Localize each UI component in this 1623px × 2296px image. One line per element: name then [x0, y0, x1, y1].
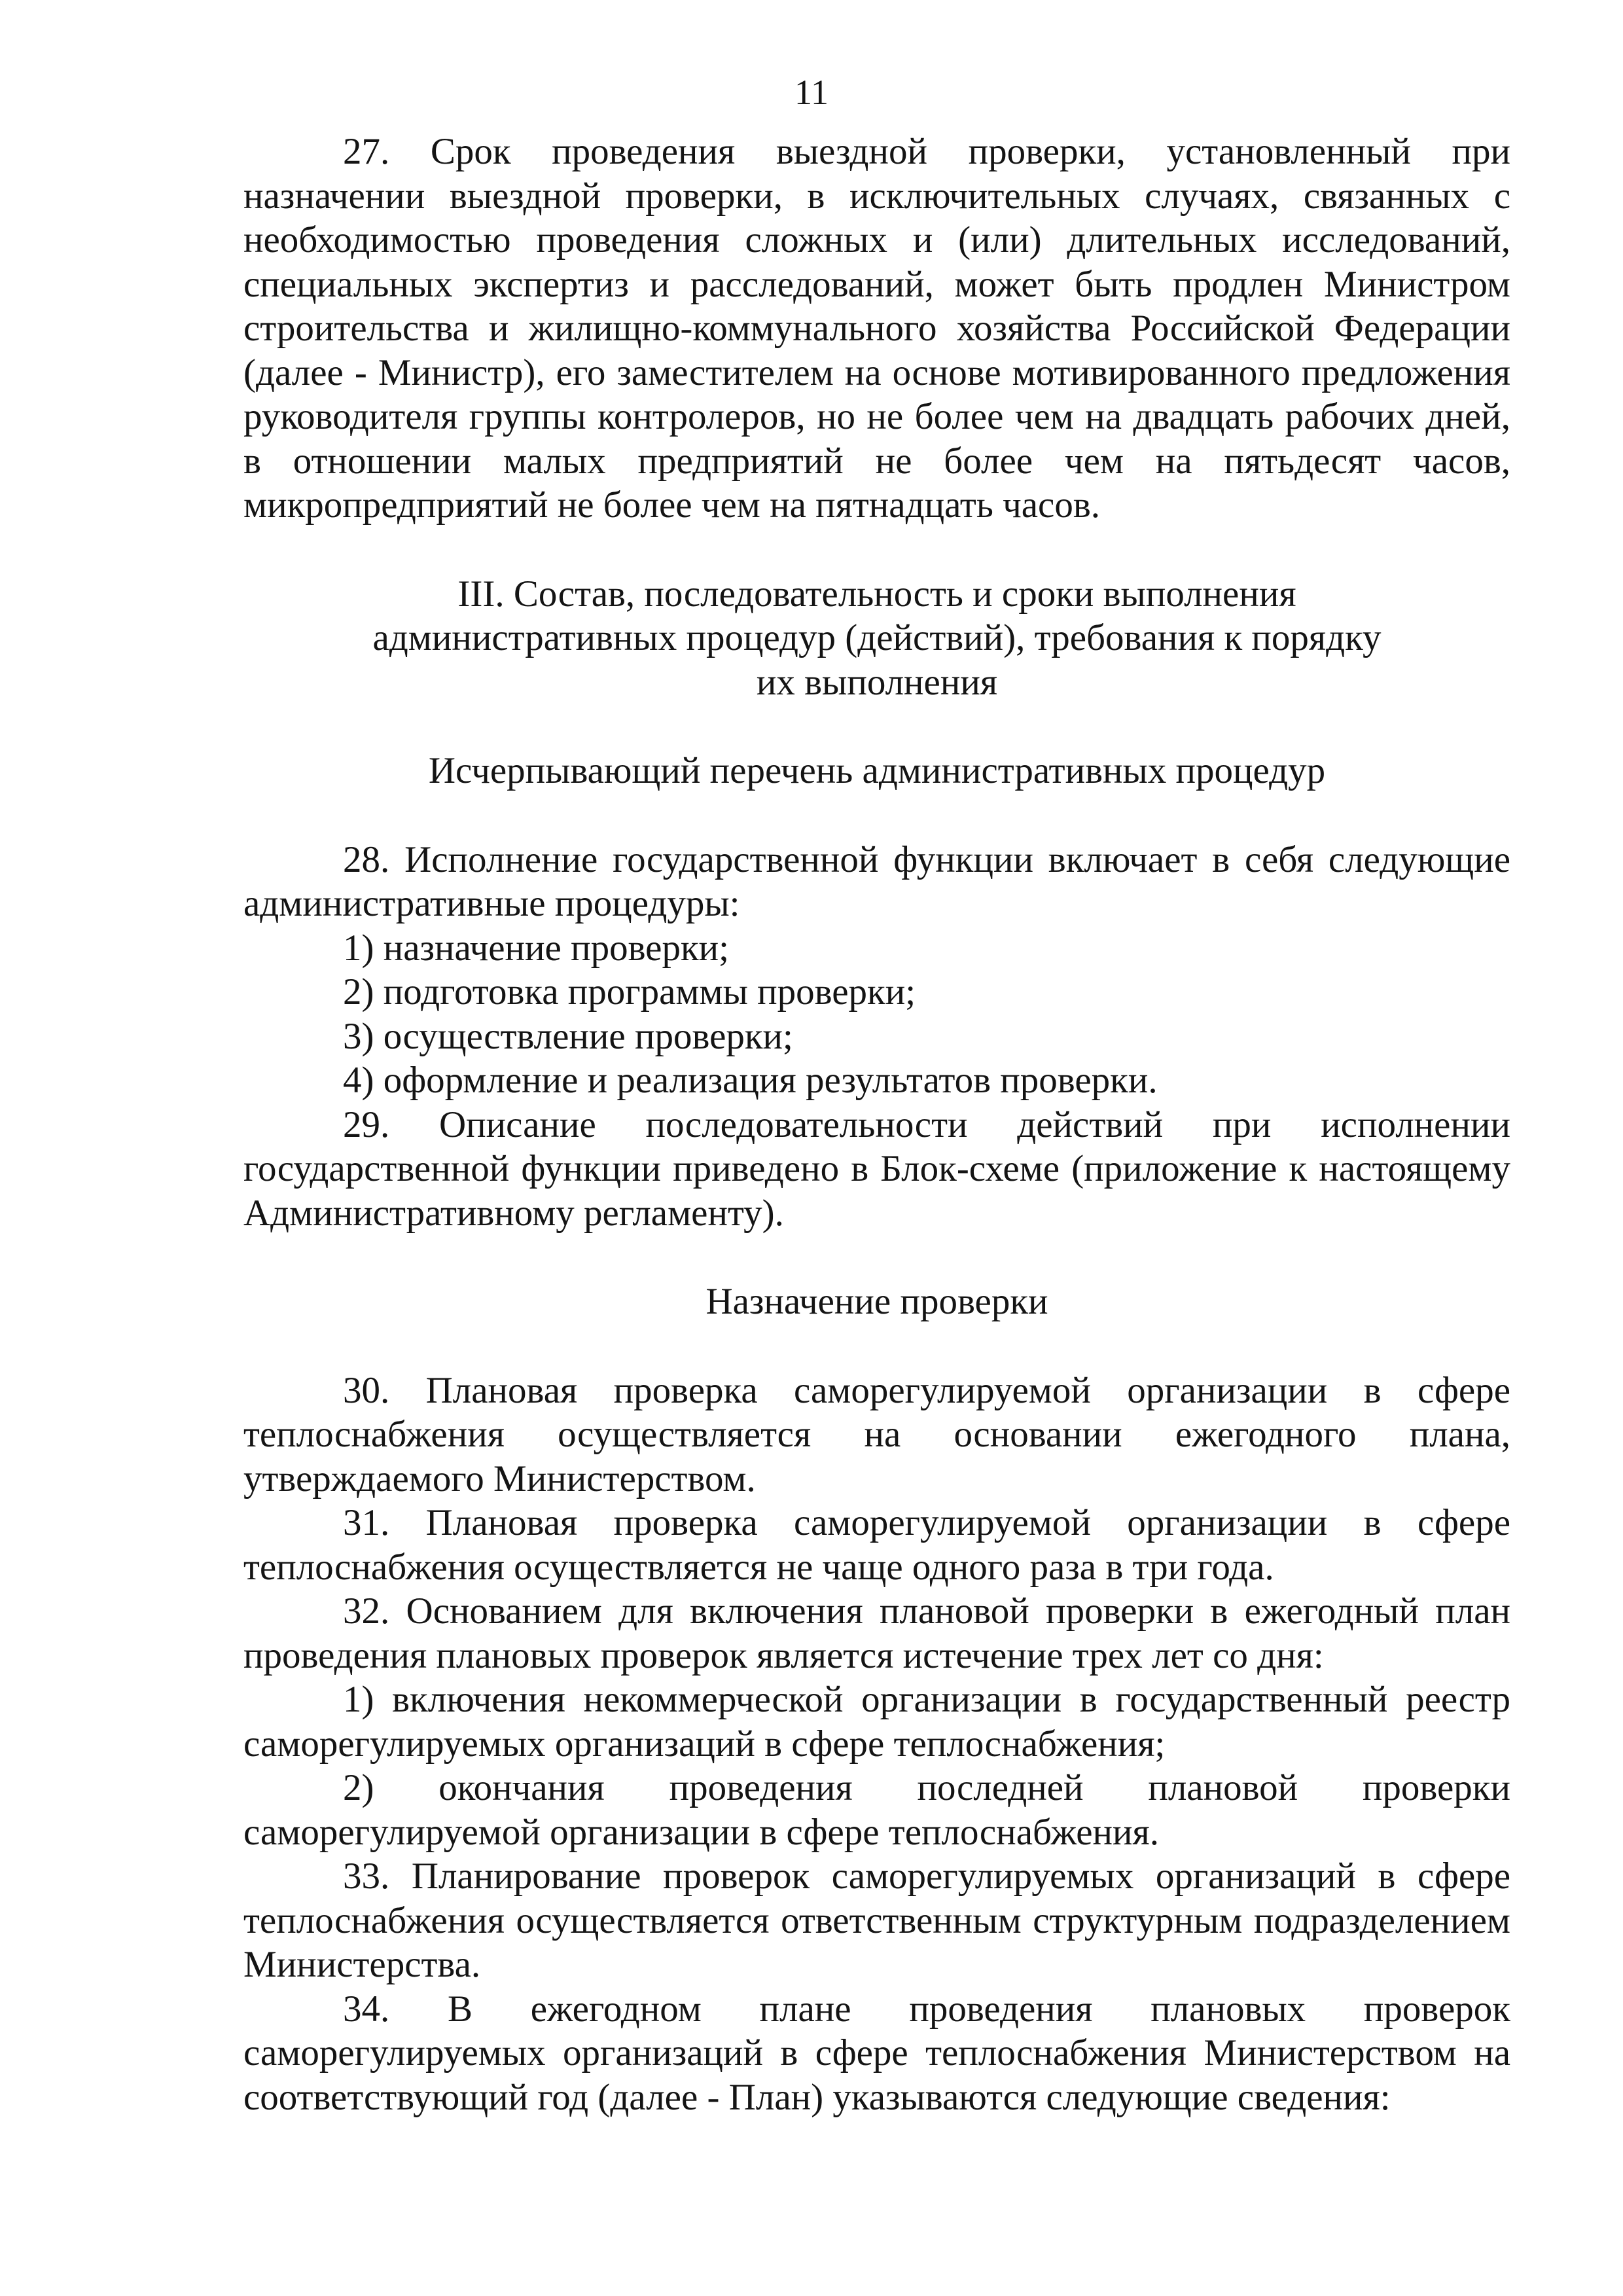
spacer — [243, 528, 1510, 572]
paragraph-34: 34. В ежегодном плане проведения плановых проверок саморегулируемых организаций в сфере теплоснабжения Министерством на соответствующий год (далее - План) указываются следующие сведения: — [243, 1988, 1510, 2118]
subheading-inspection-assignment: Назначение проверки — [705, 1281, 1048, 1322]
list-item-procedure-4: 4) оформление и реализация результатов проверки. — [343, 1060, 1158, 1101]
list-item-procedure-2: 2) подготовка программы проверки; — [343, 971, 916, 1013]
document-body — [243, 130, 1510, 2119]
paragraph-27: 27. Срок проведения выездной проверки, установленный при назначении выездной проверки, в исключительных случаях, связанных с необходимостью проведения сложных и (или) длительных исследований, специальных экспертиз и расследований, может быть продлен Министром строительства и жилищно-коммунального хозяйства Российской Федерации (далее - Министр), его заместителем на основе мотивированного предложения руководителя группы контролеров, но не более чем на двадцать рабочих дней, в отношении малых предприятий не более чем на пятьдесят часов, микропредприятий не более чем на пятнадцать часов. — [243, 131, 1510, 526]
section-heading-iii — [243, 572, 1510, 705]
list-item-basis-2: 2) окончания проведения последней плановой проверки саморегулируемой организации в сфере теплоснабжения. — [243, 1767, 1510, 1853]
list-item-basis-1: 1) включения некоммерческой организации в государственный реестр саморегулируемых организаций в сфере теплоснабжения; — [243, 1679, 1510, 1765]
page-number: 11 — [794, 73, 829, 112]
paragraph-29: 29. Описание последовательности действий при исполнении государственной функции приведено в Блок-схеме (приложение к настоящему Административному регламенту). — [243, 1103, 1510, 1234]
section-heading-iii-text: III. Состав, последовательность и сроки выполнения административных процедур (действий), требования к порядку их выполнения — [372, 573, 1382, 703]
subheading-procedures-list: Исчерпывающий перечень административных процедур — [428, 750, 1326, 791]
paragraph-31: 31. Плановая проверка саморегулируемой организации в сфере теплоснабжения осуществляется не чаще одного раза в три года. — [243, 1502, 1510, 1588]
paragraph-32: 32. Основанием для включения плановой проверки в ежегодный план проведения плановых проверок является истечение трех лет со дня: — [243, 1590, 1510, 1676]
spacer — [243, 1324, 1510, 1369]
spacer — [243, 704, 1510, 749]
paragraph-33: 33. Планирование проверок саморегулируемых организаций в сфере теплоснабжения осуществляется ответственным структурным подразделением Министерства. — [243, 1856, 1510, 1985]
paragraph-30: 30. Плановая проверка саморегулируемой организации в сфере теплоснабжения осуществляется на основании ежегодного плана, утверждаемого Министерством. — [243, 1369, 1510, 1499]
spacer — [243, 1235, 1510, 1280]
list-item-procedure-1: 1) назначение проверки; — [343, 927, 730, 969]
spacer — [243, 793, 1510, 838]
list-item-procedure-3: 3) осуществление проверки; — [343, 1015, 793, 1057]
paragraph-28: 28. Исполнение государственной функции включает в себя следующие административные процедуры: — [243, 838, 1510, 924]
